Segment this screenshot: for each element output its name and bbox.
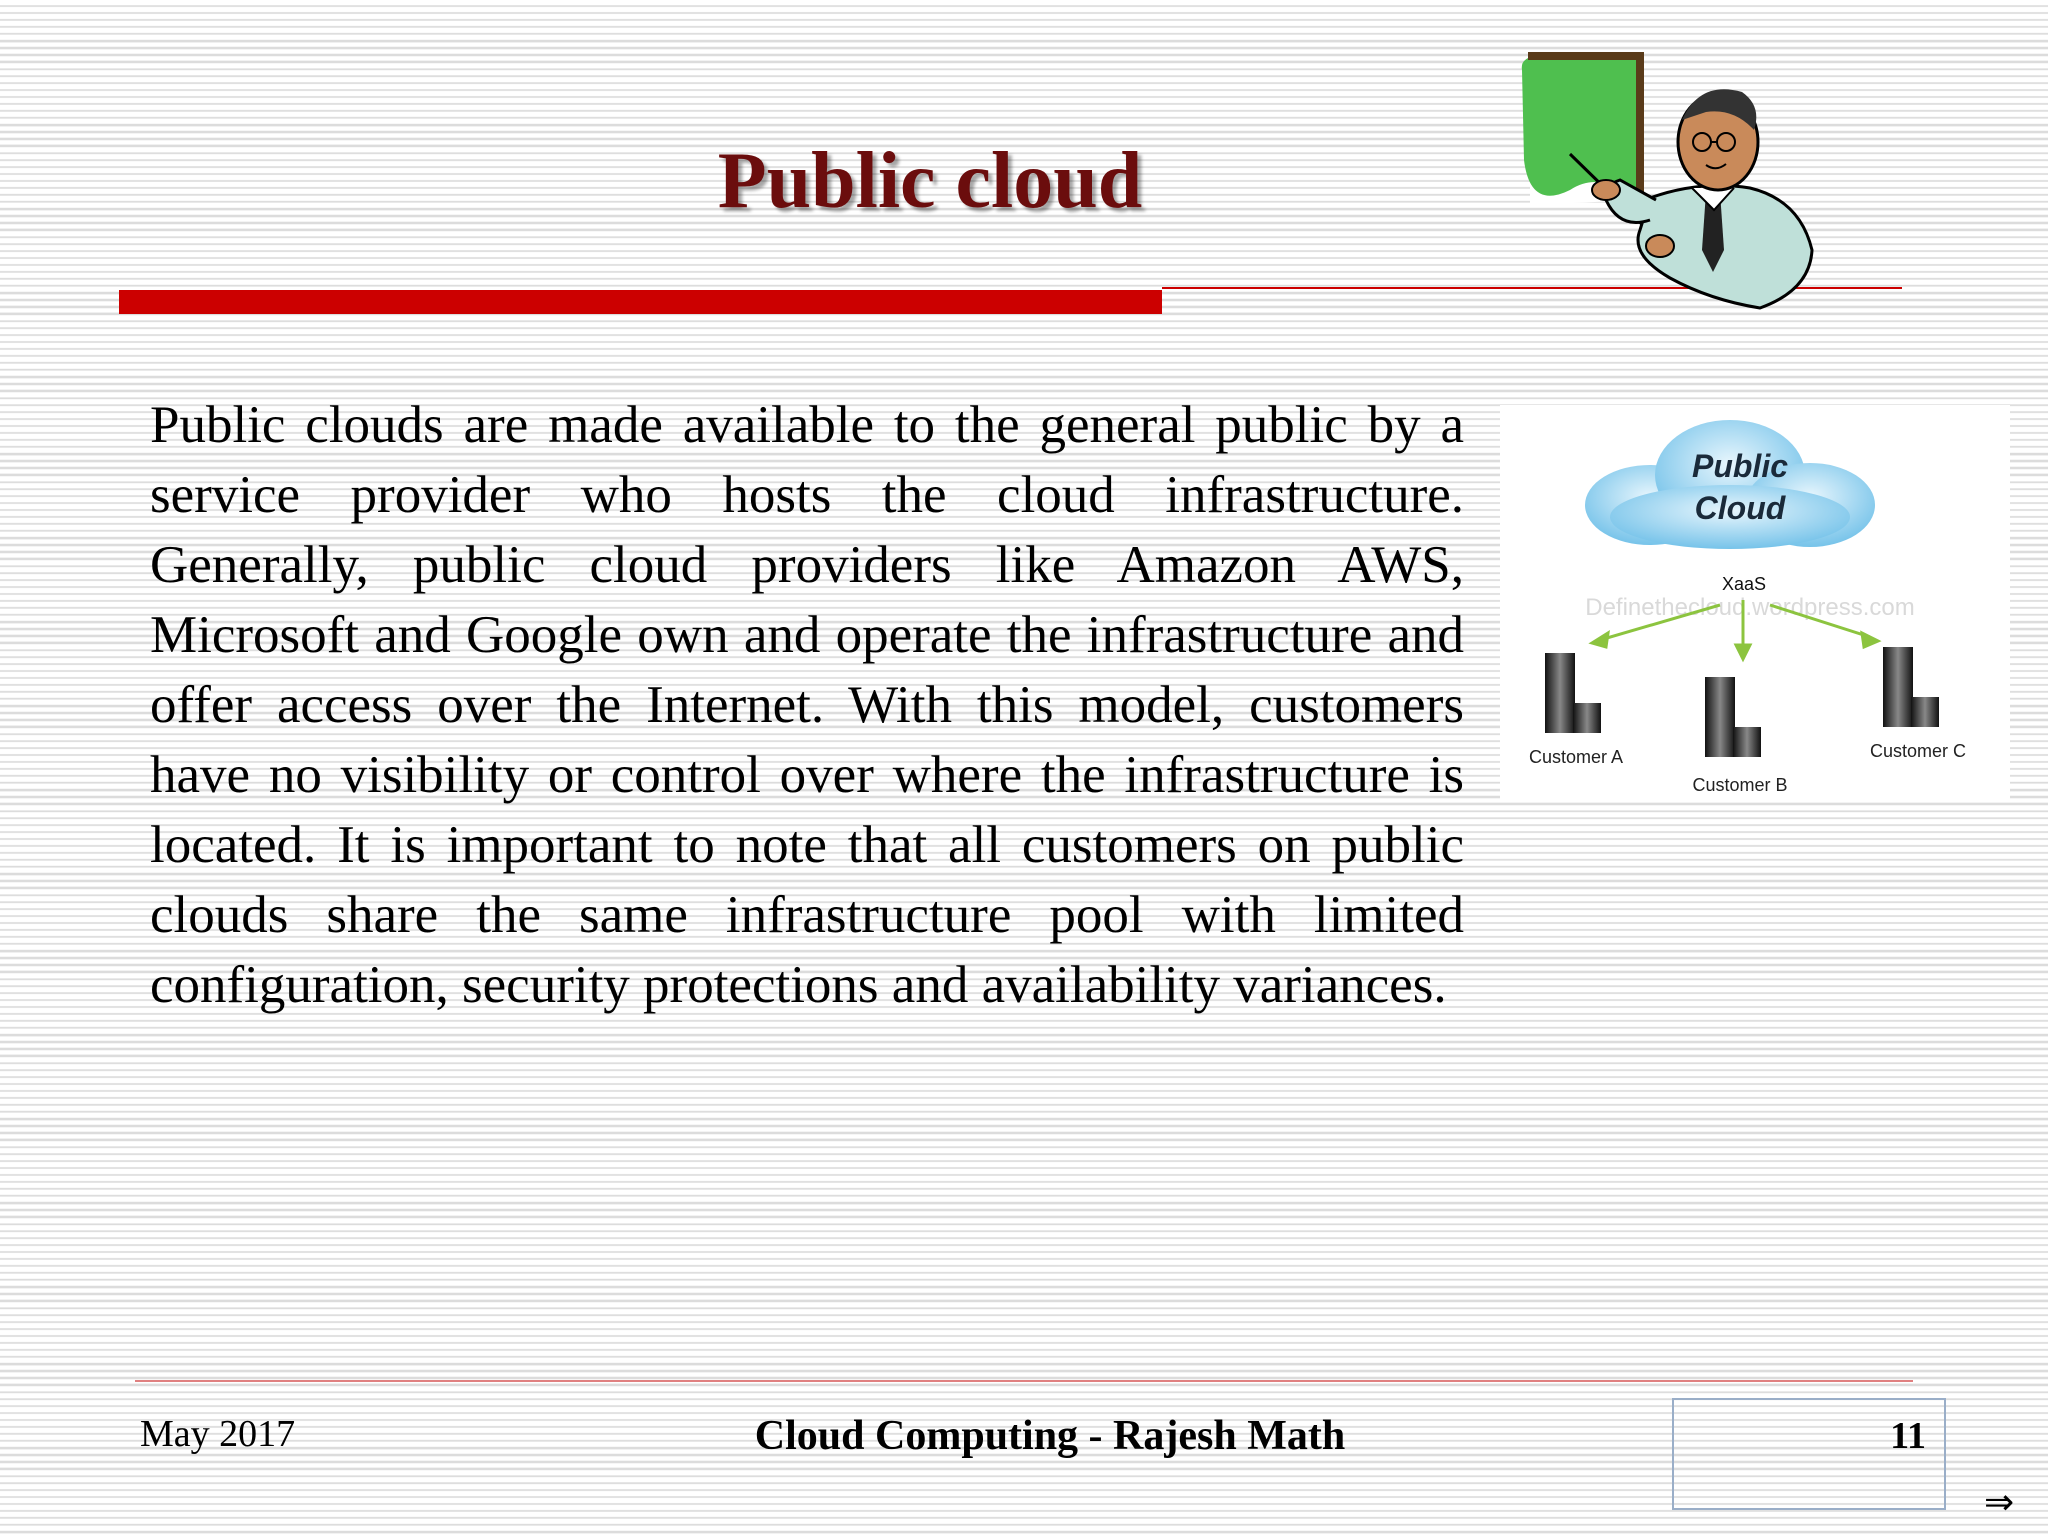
customer-a-label: Customer A xyxy=(1528,747,1624,767)
footer-title: Cloud Computing - Rajesh Math xyxy=(754,1413,1346,1459)
slide-title: Public cloud xyxy=(717,137,1143,225)
page-number: 11 xyxy=(1890,1415,1926,1457)
server-building-icon xyxy=(1705,677,1761,757)
footer-divider xyxy=(135,1380,1913,1382)
cloud-label-line1: Public xyxy=(1691,448,1789,484)
public-cloud-diagram xyxy=(1500,405,2010,800)
xaas-label: XaaS xyxy=(1721,574,1767,594)
customer-b-label: Customer B xyxy=(1692,775,1788,795)
cloud-icon xyxy=(1585,420,1875,549)
server-building-icon xyxy=(1883,647,1939,727)
next-slide-arrow-icon[interactable]: ⇒ xyxy=(1984,1482,2015,1523)
footer-date: May 2017 xyxy=(140,1413,296,1455)
cloud-label-line2: Cloud xyxy=(1694,490,1786,526)
server-building-icon xyxy=(1545,653,1601,733)
presenter-clipart-icon xyxy=(1510,50,1820,310)
page-number-box xyxy=(1672,1398,1946,1510)
watermark-text: Definethecloud.wordpress.com xyxy=(1585,594,1915,621)
customer-c-label: Customer C xyxy=(1869,741,1967,761)
slide-body-paragraph: Public clouds are made available to the general public by a service provider who hosts the cloud infrastructure. Generally, public cloud providers like Amazon AWS, Microsoft and Google own and operate the infrastructure and offer access over the Internet. With this model, customers have no visibility or control over where the infrastructure is located. It is important to note that all customers on public clouds share the same infrastructure pool with limited configuration, security protections and availability variances. xyxy=(150,396,1464,1014)
title-underline-thick xyxy=(119,290,1162,314)
